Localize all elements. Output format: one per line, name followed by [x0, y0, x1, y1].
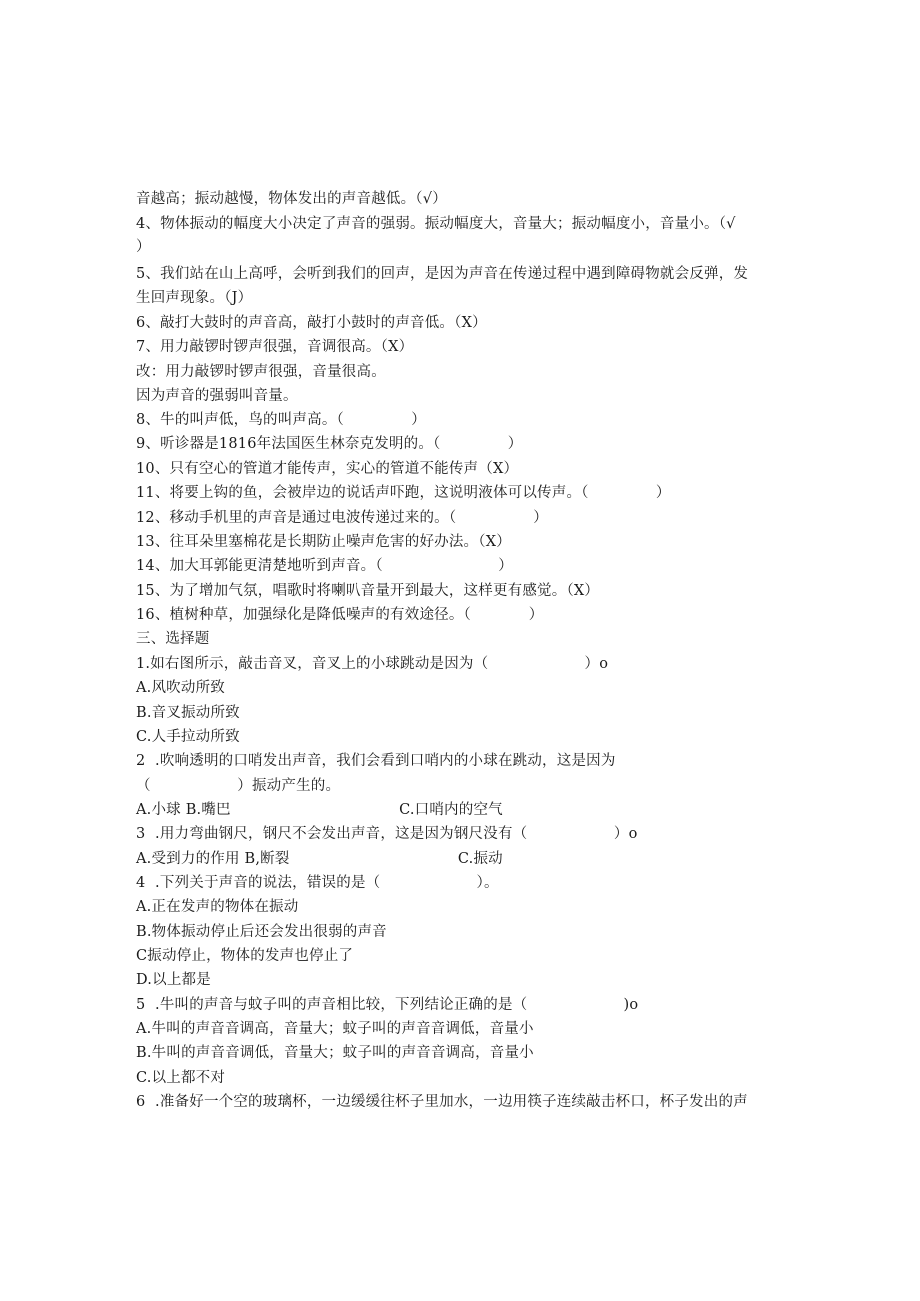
- text-line: 15、为了增加气氛，唱歌时将喇叭音量开到最大，这样更有感觉。（X）: [136, 583, 600, 599]
- question: 3 .用力弯曲钢尺，钢尺不会发出声音，这是因为钢尺没有（ ）o: [136, 826, 638, 842]
- question: 2 .吹响透明的口哨发出声音，我们会看到口哨内的小球在跳动，这是因为: [136, 753, 616, 769]
- option: A.正在发声的物体在振动: [136, 899, 299, 915]
- option: B.物体振动停止后还会发出很弱的声音: [136, 924, 387, 940]
- text-line: 8、牛的叫声低，鸟的叫声高。（ ）: [136, 412, 427, 428]
- text-line: 生回声现象。（J）: [136, 290, 253, 306]
- question: 1.如右图所示，敲击音叉，音叉上的小球跳动是因为（ ）o: [136, 656, 609, 672]
- option: C.以上都不对: [136, 1070, 226, 1086]
- text-line: ）: [136, 239, 151, 255]
- option: C.人手拉动所致: [136, 729, 240, 745]
- question: 5 .牛叫的声音与蚊子叫的声音相比较，下列结论正确的是（ )o: [136, 997, 639, 1013]
- option: D.以上都是: [136, 972, 211, 988]
- section-heading: 三、选择题: [136, 631, 210, 647]
- option: B.牛叫的声音音调低，音量大；蚊子叫的声音音调高，音量小: [136, 1045, 534, 1061]
- option: A.受到力的作用 B,断裂 C.振动: [136, 851, 503, 867]
- text-line: 11、将要上钩的鱼，会被岸边的说话声吓跑，这说明液体可以传声。（ ）: [136, 485, 671, 501]
- text-line: 改：用力敲锣时锣声很强，音量很高。: [136, 364, 386, 380]
- text-line: 9、听诊器是1816年法国医生林奈克发明的。（ ）: [136, 436, 523, 452]
- option: A.小球 B.嘴巴 C.口哨内的空气: [136, 802, 503, 818]
- text-line: 10、只有空心的管道才能传声，实心的管道不能传声（X）: [136, 461, 519, 477]
- question: （ ）振动产生的。: [136, 778, 341, 794]
- text-line: 5、我们站在山上高呼，会听到我们的回声，是因为声音在传递过程中遇到障碍物就会反弹，发: [136, 266, 749, 282]
- text-line: 16、植树种草，加强绿化是降低噪声的有效途径。（ ）: [136, 607, 544, 623]
- question: 6 .准备好一个空的玻璃杯，一边缓缓往杯子里加水，一边用筷子连续敲击杯口，杯子发出的声: [136, 1094, 748, 1110]
- text-line: 因为声音的强弱叫音量。: [136, 388, 298, 404]
- option: A.风吹动所致: [136, 680, 225, 696]
- text-line: 音越高；振动越慢，物体发出的声音越低。（√）: [136, 191, 447, 207]
- option: B.音叉振动所致: [136, 705, 240, 721]
- option: A.牛叫的声音音调高，音量大；蚊子叫的声音音调低，音量小: [136, 1021, 534, 1037]
- question: 4 .下列关于声音的说法，错误的是（ ）。: [136, 875, 499, 891]
- text-line: 4、物体振动的幅度大小决定了声音的强弱。振动幅度大，音量大；振动幅度小，音量小。（√: [136, 216, 736, 232]
- text-line: 14、加大耳郭能更清楚地听到声音。（ ）: [136, 558, 513, 574]
- text-line: 7、用力敲锣时锣声很强，音调很高。（X）: [136, 339, 414, 355]
- option: C振动停止，物体的发声也停止了: [136, 948, 354, 964]
- text-line: 13、往耳朵里塞棉花是长期防止噪声危害的好办法。（X）: [136, 534, 511, 550]
- text-line: 12、移动手机里的声音是通过电波传递过来的。（ ）: [136, 510, 548, 526]
- text-line: 6、敲打大鼓时的声音高，敲打小鼓时的声音低。（X）: [136, 315, 487, 331]
